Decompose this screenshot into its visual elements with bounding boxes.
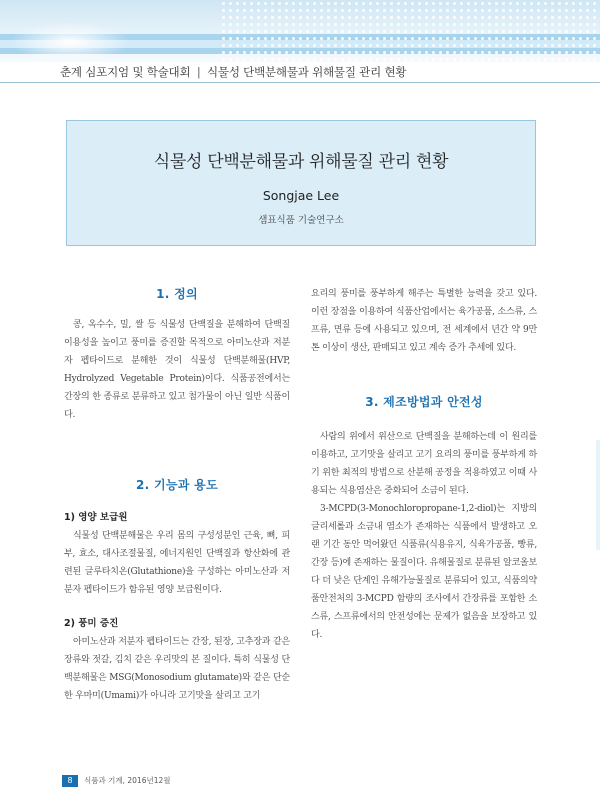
section-2-heading: 2. 기능과 용도	[136, 478, 218, 492]
section-1-paragraph: 콩, 옥수수, 밀, 쌀 등 식물성 단백질을 분해하여 단백질 이용성을 높이고 풍미를 증진할 목적으로 아미노산과 저분자 펩타이드로 분해한 것이 식물성 단백분해물(HVP, Hydrolyzed Vegetable Protein)이다. 식품공전에서는 간장의 한 종류로 분류하고 있고 첨가물이 아닌 일반 식품이다.	[64, 320, 290, 420]
article-author: Songjae Lee	[262, 188, 340, 203]
section-1-heading: 1. 정의	[156, 287, 198, 301]
left-column	[64, 285, 290, 705]
right-column	[311, 285, 537, 644]
running-head-left: 춘계 심포지엄 및 학술대회	[60, 65, 191, 79]
running-head-rule	[0, 82, 600, 83]
running-head-right: 식물성 단백분해물과 위해물질 관리 현황	[207, 65, 407, 79]
article-title: 식물성 단백분해물과 위해물질 관리 현황	[153, 152, 449, 172]
section-2-sub-1-paragraph: 식물성 단백분해물은 우리 몸의 구성성분인 근육, 뼈, 피부, 효소, 대사조절물질, 에너지원인 단백질과 항산화에 관련된 글루타치온(Glutathione)을 구성하는 아미노산과 저분자 펩타이드가 함유된 영양 보급원이다.	[64, 531, 290, 595]
title-box	[66, 120, 536, 246]
header-banner	[0, 0, 600, 62]
section-3-paragraph-2: 3-MCPD(3-Monochloropropane-1,2-diol)는 지방의 글리세롤과 소금내 염소가 존재하는 식품에서 발생하고 오랜 기간 동안 먹어왔던 식품류(식용유지, 식육가공품, 빵류, 간장 등)에 존재하는 물질이다. 유해물질로 분류된 알코올보다 더 낮은 단계인 유해가능물질로 분류되어 있고, 식품의약품안전처의 3-MCPD 함량의 조사에서 간장류를 포함한 소스류, 스프류에서의 안전성에는 문제가 없음을 보장하고 있다.	[311, 504, 537, 640]
section-2-sub-2-heading: 2) 풍미 증진	[64, 618, 119, 629]
running-head	[60, 64, 560, 82]
section-3-paragraph-1: 사람의 위에서 위산으로 단백질을 분해하는데 이 원리를 이용하고, 고기맛을 살리고 고기 요리의 풍미를 풍부하게 하기 위한 최적의 방법으로 산분해 공정을 적용하였고 이때 사용되는 식용염산은 중화되어 소금이 된다.	[311, 432, 537, 496]
section-2-sub-2-paragraph: 아미노산과 저분자 펩타이드는 간장, 된장, 고추장과 같은 장류와 젓갈, 김치 같은 우리맛의 본 질이다. 특히 식물성 단백분해물은 MSG(Monosodium glutamate)와 같은 단순한 우마미(Umami)가 아니라 고기맛을 살리고 고기	[64, 637, 290, 701]
page-edge-tab	[596, 440, 600, 550]
banner-glow	[10, 22, 130, 62]
running-head-separator: |	[196, 65, 201, 79]
section-2-continuation: 요리의 풍미를 풍부하게 해주는 특별한 능력을 갖고 있다. 이런 장점을 이용하여 식품산업에서는 육가공품, 소스류, 스프류, 면류 등에 사용되고 있으며, 전 세계에서 년간 약 9만 톤 이상이 생산, 판매되고 있고 계속 증가 추세에 있다.	[311, 289, 537, 353]
page-number: 8	[62, 775, 78, 787]
section-3-heading: 3. 제조방법과 안전성	[365, 395, 483, 409]
banner-dot-pattern	[220, 0, 600, 62]
section-2-sub-1-heading: 1) 영양 보급원	[64, 512, 128, 523]
footer-publication: 식품과 기계, 2016년12월	[84, 776, 171, 785]
article-affiliation: 샘표식품 기술연구소	[258, 215, 344, 226]
